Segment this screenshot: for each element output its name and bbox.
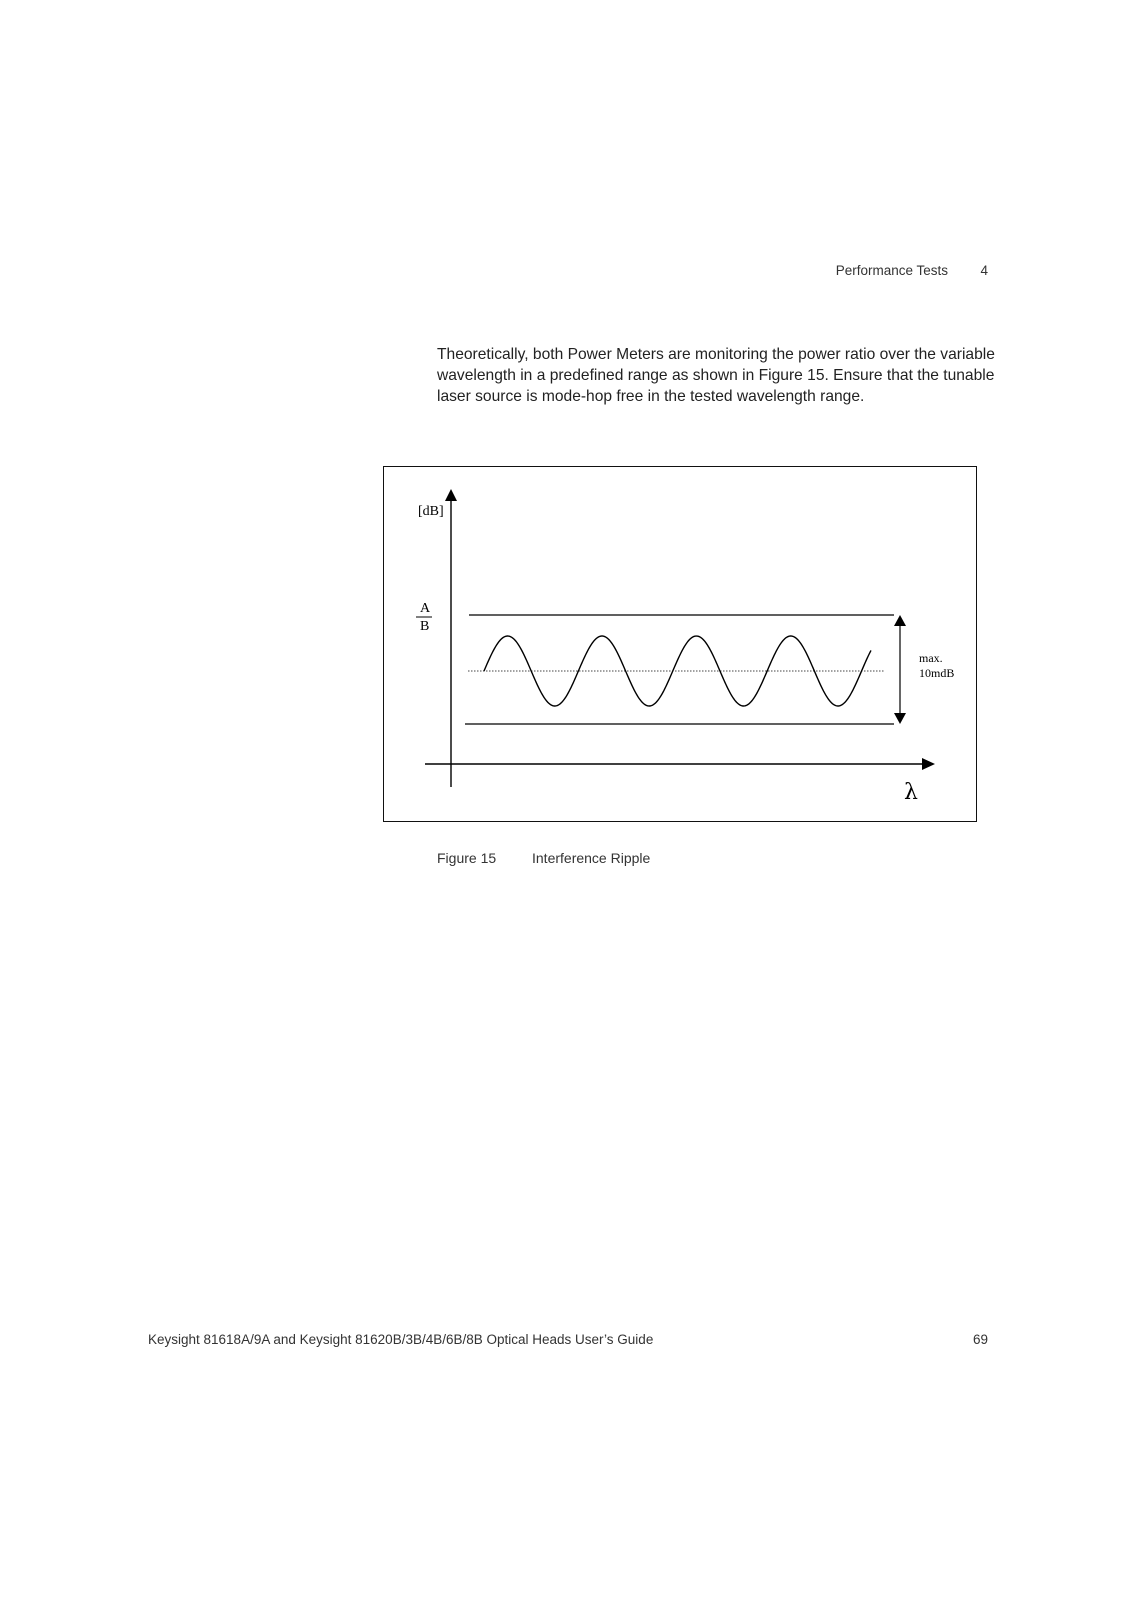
page-footer	[148, 1332, 988, 1352]
y-axis-arrowhead	[445, 489, 457, 501]
header-section-title: Performance Tests	[835, 263, 948, 278]
ratio-denominator: B	[420, 619, 430, 634]
figure-number: Figure 15	[437, 850, 497, 866]
footer-guide-title: Keysight 81618A/9A and Keysight 81620B/3B/4B/6B/8B Optical Heads User’s Guide	[148, 1332, 654, 1347]
annotation-max: max.	[919, 651, 943, 665]
figure-title: Interference Ripple	[532, 850, 651, 866]
range-arrow-bottom	[894, 713, 906, 724]
annotation-10mdb: 10mdB	[919, 666, 955, 680]
page-header	[700, 263, 988, 283]
y-unit-label: [dB]	[418, 504, 444, 519]
interference-ripple-figure	[383, 466, 977, 822]
header-chapter-number: 4	[980, 263, 988, 278]
ripple-diagram	[384, 467, 978, 823]
ratio-numerator: A	[420, 601, 431, 616]
footer-page-number: 69	[972, 1332, 988, 1347]
x-axis-arrowhead	[922, 758, 935, 770]
ripple-wave	[484, 636, 871, 706]
body-paragraph: Theoretically, both Power Meters are monitoring the power ratio over the variable wavelength in a predefined range as shown in Figure 15. Ensure that the tunable laser source is mode-hop free in the tested wavelength range.	[437, 346, 995, 405]
range-arrow-top	[894, 615, 906, 626]
x-axis-lambda: λ	[904, 780, 918, 805]
